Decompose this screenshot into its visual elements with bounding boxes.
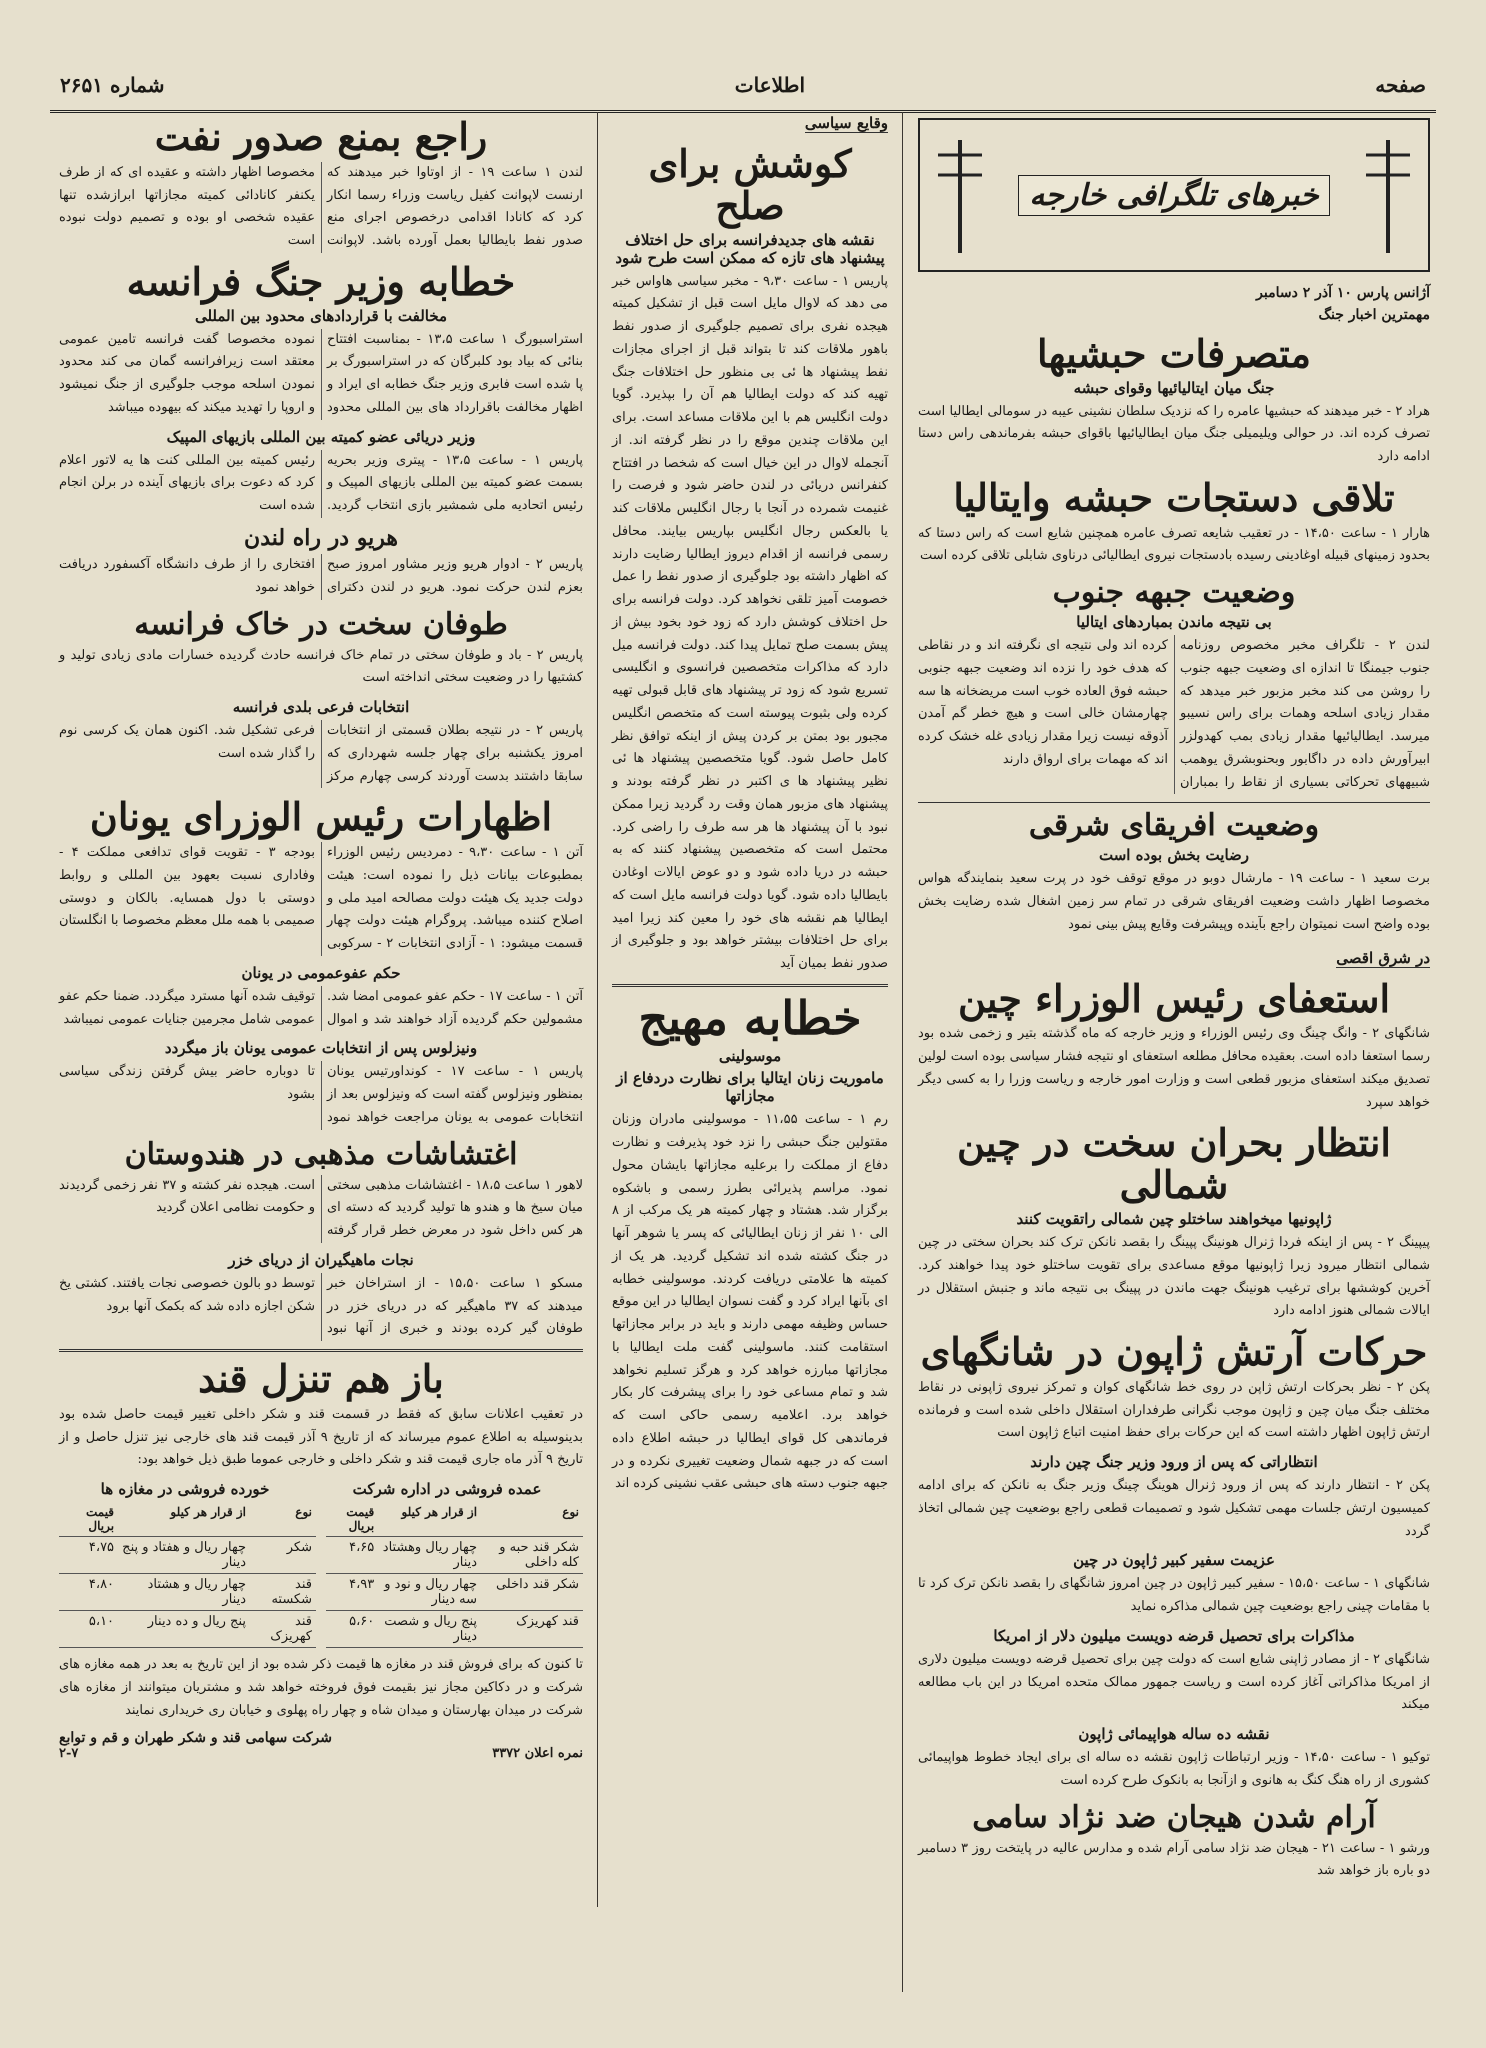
news-column-left — [51, 110, 591, 1905]
col-price: قیمت بریال — [59, 1502, 118, 1537]
table-row: شکر قند داخلی چهار ریال و نود و سه دینار ۴،۹۳ — [326, 1574, 583, 1611]
section-title: آرام شدن هیجان ضد نژاد سامی — [972, 1799, 1376, 1835]
col-per-kilo: از قرار هر کیلو — [378, 1502, 481, 1537]
section-title: استعفای رئیس الوزراء چین — [957, 975, 1391, 1021]
political-events-column — [604, 110, 896, 1990]
section-title: اظهارات رئیس الوزرای یونان — [89, 794, 553, 840]
col-type: نوع — [250, 1502, 316, 1537]
section-body: توکیو ۱ - ساعت ۱۴،۵۰ - وزیر ارتباطات ژاپون نقشه ده ساله ای برای ایجاد خطوط هواپیمائی کشوری از راه هنگ کنگ به هانوی و ازآنجا به بانکوک طرح کرده است — [918, 1750, 1431, 1788]
issue-number: شماره ۲۶۵۱ — [60, 73, 165, 97]
section-subtitle: عزیمت سفیر کبیر ژاپون در چین — [1073, 1551, 1275, 1570]
telegraph-pole-icon — [1358, 135, 1418, 255]
section-title: خطابه مهیج — [638, 990, 862, 1045]
section-body: هراد ۲ - خبر میدهند که حبشیها عامره را که نزدیک سلطان نشینی عیبه در سومالی ایطالیا است تصرف کرده اند. در حوالی ویلیمیلی جنگ میان ایطالیائیها باقوای حبشه بفرماندهی راس دستا ادامه دارد — [918, 403, 1431, 465]
top-news-line: مهمترین اخبار جنگ — [1318, 307, 1430, 324]
speaker-name: موسولینی — [718, 1047, 782, 1066]
column-rule-2 — [597, 112, 598, 1907]
section-title: حرکات آرتش ژاپون در شانگهای — [920, 1329, 1428, 1375]
section-body: پاریس ۱ - ساعت ۱۷ - کونداورتیس یونان بمنظور ونیزلوس گفته است که ونیزلوس بعد از انتخابات عمومی به یونان مراجعت خواهد نمود تا دوباره حاضر بیش گرفتن زندگی سیاسی بشود — [59, 1064, 583, 1125]
section-body: برت سعید ۱ - ساعت ۱۹ - مارشال دوبو در موقع توقف خود در پرت سعید بنمایندگه هواس مخصوصا اظهار داشت وضعیت افریقای شرقی در تمام سر زمین اشغال شده رضایت بخش بوده واضح است نمیتوان راجع بآینده وپیشرفت وقایع پیش بینی نمود — [918, 871, 1430, 932]
section-subtitle: مذاکرات برای تحصیل قرضه دویست میلیون دلار از امریکا — [993, 1626, 1355, 1645]
political-events-tag: وقایع سیاسی — [804, 114, 888, 132]
section-body: پاریس ۲ - در نتیجه بطلان قسمتی از انتخابات امروز یکشنبه برای چهار جلسه شهرداری که سابقا داشتند بدست آوردند کرسی چهارم مرکز فرعی تشکیل شد. اکنون همان یک کرسی نوم را گذار شده است — [59, 723, 583, 784]
banner-title: خبرهای تلگرافی خارجه — [1018, 175, 1329, 216]
ad-code: ۲-۷ — [59, 1746, 79, 1762]
retail-label: خورده فروشی در مغازه ها — [100, 1480, 270, 1499]
wholesale-label: عمده فروشی در اداره شرکت — [352, 1480, 542, 1499]
ad-company: شرکت سهامی قند و شکر طهران و قم و توابع — [59, 1730, 332, 1747]
ad-body: در تعقیب اعلانات سابق که فقط در قسمت قند و شکر داخلی تغییر قیمت حاصل شده بود بدینوسیله به اطلاع عموم میرساند که از تاریخ ۹ آذر قیمت قند های خارجی نیز تنزل حاصل و از تاریخ ۹ آذر ماه جاری قیمت قند و شکر داخلی و خارجی عموما طبق ذیل خواهد بود: — [59, 1406, 583, 1468]
section-body: شانگهای ۲ - وانگ چینگ وی رئیس الوزراء و وزیر خارجه که ماه گذشته بتیر و زخمی شده بود رسما استعفا داده است. بعقیده محافل مطلعه استعفای او نتیجه فشار سیاسی بوده است لولین تصدیق میکند استعفای مزبور قطعی است و وزارت امور خارجه و ریاست وزرا را به کسی دیگر خواهد سپرد — [918, 1026, 1430, 1110]
section-subtitle: بی نتیجه ماندن بمباردهای ایتالیا — [1076, 613, 1272, 632]
section-body: شانگهای ۲ - از مصادر ژاپنی شایع است که دولت چین برای تحصیل قرضه دویست میلیون دلاری از امریکا مذاکراتی آغاز کرده است و ریاست جمهور ممالک متحده امریکا در این باب مطالعه میکند — [918, 1651, 1430, 1713]
table-row: قند کهریزک پنج ریال و ده دینار ۵،۱۰ — [59, 1611, 316, 1648]
retail-table — [59, 1502, 316, 1648]
section-body: پاریس ۱ - ساعت ۹،۳۰ - مخبر سیاسی هاواس خبر می دهد که لاوال مایل است قبل از تشکیل کمیته هیجده نفری برای تصمیم جلوگیری از صدور نفط باهور ملاقات کند تا بتواند قبل از اجرای مجازات نفط پیشنهاد ها ئی بی منظور حل اختلافات جنگ تهیه کند که دولت ایطالیا هم آن را بپذیرد. گویا دولت انگلیس هم با این ملاقات مساعد است. برای این ملاقات چندین موقع را در نظر گرفته اند. از آنجمله لاوال در این خیال است که شخصا در افتتاح کنفرانس دریائی در لندن حاضر شود و فرصت را غنیمت شمرده در آنجا با رجال انگلیس ملاقات کند یا بالعکس رجال انگلیس بپاریس بیایند. محافل رسمی فرانسه از اقدام دیروز ایطالیا رضایت دارند که اظهار داشته بود جلوگیری از صدور نفط را عمل خصومت آمیز تلقی نخواهد کرد. دولت فرانسه برای حل اختلاف کوشش دارد که زود خود بخود بیش از پیش بسمت صلح تمایل پیدا کند. دولت فرانسه میل دارد که مذاکرات متخصصین فرانسوی و انگلیسی تسریع شود که زود تر پیشنهاد های قابل قبولی تهیه کرده ولی بثبوت پیوسته است که متخصص انگلیس مجبور بود بمتن بر کردن پیش از اینکه توافق نظر کامل حاصل شود. گویا متخصصین پیشنهاد ها ئی نظیر پیشنهاد ها ی اکتبر در نظر گرفته بودند و پیشنهاد های مزبور همان وقت رد گردید زیرا ممکن نبود با آن پیشنهاد ها هر سه طرف را راضی کرد. محتمل است که متخصصین پیشنهاد کنند که به حبشه در دریا داده شود و دو عوض ایالات اوغادن بایطالیا داده شود. گویا دولت فرانسه مایل است که ایطالیا هم نقشه های خود را معین کند زیرا امید برای حل اختلافات بیشتر خواهد بود و جلوگیری از صدور نفط بمیان آید — [612, 273, 888, 972]
section-body: لاهور ۱ ساعت ۱۸،۵ - اغتشاشات مذهبی سختی میان سیخ ها و هندو ها تولید گردید که دسته ای هر کس داخل شود در معرض خطر قرار گرفته است. هیجده نفر کشته و ۳۷ نفر زخمی گردیدند و حکومت نظامی اعلان گردید — [59, 1177, 583, 1239]
section-subtitle: جنگ میان ایتالیائیها وقوای حبشه — [1073, 378, 1275, 397]
table-row: قند کهریزک پنج ریال و شصت دینار ۵،۶۰ — [326, 1611, 583, 1648]
section-subtitle: انتظاراتی که پس از ورود وزیر جنگ چین دارند — [1030, 1453, 1318, 1472]
section-body: پاریس ۲ - ادوار هریو وزیر مشاور امروز صبح بعزم لندن حرکت نمود. هریو در لندن دکترای افتخاری را از طرف دانشگاه آکسفورد دریافت خواهد نمود — [59, 557, 583, 595]
section-title: متصرفات حبشیها — [1037, 330, 1311, 376]
column-rule-1 — [902, 112, 903, 1992]
agency-line: آژانس پارس ۱۰ آذر ۲ دسامبر — [1256, 285, 1430, 301]
sugar-price-ad — [59, 1358, 583, 1761]
section-subtitle: مخالفت با قراردادهای محدود بین المللی — [194, 306, 448, 325]
section-body: مسکو ۱ ساعت ۱۵،۵۰ - از استراخان خبر میدهند که ۳۷ ماهیگیر که در دریای خزر در طوفان گیر کرده بودند و خبری از آنها نبود توسط دو بالون خصوصی نجات یافتند. کشتی یخ شکن اجازه داده شد که بکمک آنها برود — [59, 1275, 584, 1337]
section-title: کوشش برای صلح — [648, 141, 852, 228]
foreign-telegrams-column — [910, 110, 1438, 1990]
table-row: شکر قند حبه و کله داخلی چهار ریال وهشتاد دینار ۴،۶۵ — [326, 1537, 583, 1574]
section-title: تلاقی دستجات حبشه وایتالیا — [953, 474, 1395, 520]
section-title: خطابه وزیر جنگ فرانسه — [126, 258, 516, 304]
section-body: رم ۱ - ساعت ۱۱،۵۵ - موسولینی مادران وزنان مقتولین جنگ حبشی را نزد خود پذیرفت و نظارت دفاع از مملکت را برعلیه مجازاتها بایشان محول نمود. مراسم پذیرائی بطرز رسمی و باشکوه برگزار شد. هشتاد و چهار کمیته هر یک مرکب از ۸ الی ۱۰ نفر از زنان ایطالیائی که پسر یا شوهر آنها در جنگ کشته شده اند تشکیل گردید. هر یک از کمیته ها علامتی دریافت کردند. موسولینی خطابه ای بآنها ایراد کرد و گفت نسوان ایطالیا در این موقع حساس وظیفه مهمی دارند و باید در برابر مجازاتها استقامت کنند. ماسولینی گفت ملت ایطالیا با مجازاتها مبارزه خواهد کرد و هرگز تسلیم نخواهد شد و تمام مساعی خود را برای پیشرفت کار بکار خواهد برد. اعلامیه رسمی حاکی است که فرماندهی کل قوای ایطالیا در حبشه اطلاع داده است که در جبهه شمال وضعیت تغییری نکرده و در جبهه جنوب دسته های حبشی عقب نشینی کرده اند — [612, 1112, 889, 1492]
section-subtitle: ماموریت زنان ایتالیا برای نظارت دردفاع از مجازاتها — [616, 1069, 884, 1106]
table-row: شکر چهار ریال و هفتاد و پنج دینار ۴،۷۵ — [59, 1537, 316, 1574]
page-label: صفحه — [1375, 73, 1426, 97]
section-subtitle: رضایت بخش بوده است — [1098, 846, 1250, 865]
section-body: آتن ۱ - ساعت ۹،۳۰ - دمردیس رئیس الوزراء بمطبوعات بیانات ذیل را نموده است: هیئت دولت جدید یک هیئت دولت مصالحه امید ملی و اصلاح کننده میباشد. پروگرام هیئت دولت چهار قسمت میشود: ۱ - آزادی انتخابات ۲ - سرکوبی بودجه ۳ - تقویت قوای تدافعی مملکت ۴ - وفاداری نسبت بعهود بین المللی و روابط دوستی با دول همسایه. بالکان و دوستی صمیمی با همه ملل معظم مخصوصا با انگلستان — [58, 845, 583, 952]
section-body: شانگهای ۱ - ساعت ۱۵،۵۰ - سفیر کبیر ژاپون در چین امروز شانگهای را بقصد نانکن ترک کرد تا با مقامات چینی راجع بوضعیت چین شمالی مذاکره نماید — [918, 1576, 1430, 1615]
section-title: وضعیت افریقای شرقی — [1028, 808, 1320, 844]
section-body: پاریس ۲ - باد و طوفان سختی در تمام خاک فرانسه حادث گردیده خسارات مادی زیادی تولید و کشتیها را در وضعیت سختی انداخته است — [59, 647, 583, 686]
masthead — [50, 60, 1436, 113]
section-subtitle: ژاپونیها میخواهند ساختلو چین شمالی راتقویت کنند — [1016, 1210, 1332, 1229]
section-subtitle: حکم عفوعمومی در یونان — [241, 963, 401, 982]
section-body: لندن ۲ - تلگراف مخبر مخصوص روزنامه جنوب جیمنگا تا اندازه ای وضعیت جبهه جنوب را روشن می کند مخبر مزبور خبر میدهد که مقدار زیادی اسلحه وهمات برای راس نسیبو میرسد. ایطالیائیها مقدار زیادی بمب کهدولزر ابیرآورش داده در داگابور وبحنوبشرق یوهمب شبیههای تحرکاتی بسیاری از نقاط را بمباران کرده اند ولی نتیجه ای نگرفته اند و در نقاطی که هدف خود را نزده اند وضعیت جبهه جنوبی حبشه فوق العاده خوب است مریضخانه ها سه چهارمشان خالی است و هیچ خطر گم آمدن آذوقه نیست زیرا مقدار زیادی غله خشک کرده اند که مهمات برای ارواق دارند — [918, 638, 1431, 790]
ad-note: تا کنون که برای فروش قند در مغازه ها قیمت ذکر شده بود از این تاریخ به بعد در همه مغازه های شرکت و در دکاکین مجاز نیز بقیمت فوق فروخته خواهد شد و مشتریان میتوانند از مغازه های شرکت در میدان بهارستان و میدان شاه و چهار راه پهلوی و خیابان ری خریداری نمایند — [59, 1657, 583, 1718]
section-title: انتظار بحران سخت در چین شمالی — [957, 1120, 1391, 1208]
section-subtitle: نقشه ده ساله هواپیمائی ژاپون — [1078, 1725, 1270, 1744]
section-subtitle: انتخابات فرعی بلدی فرانسه — [232, 698, 410, 717]
section-body: پکن ۲ - انتظار دارند که پس از ورود ژنرال هوینگ چینگ وزیر جنگ به نانکن که برای ادامه کمیسیون ارتش جلسات مهمی تشکیل شود و تصمیمات قطعی راجع بوضعیت چین شمالی اتخاذ گردد — [918, 1478, 1431, 1539]
ad-title: باز هم تنزل قند — [198, 1356, 444, 1402]
paper-name: اطلاعات — [734, 73, 806, 97]
section-subtitle: نجات ماهیگیران از دریای خزر — [228, 1250, 414, 1269]
section-title: طوفان سخت در خاک فرانسه — [134, 606, 508, 642]
col-per-kilo: از قرار هر کیلو — [118, 1502, 250, 1537]
col-type: نوع — [481, 1502, 583, 1537]
section-body: هارار ۱ - ساعت ۱۴،۵۰ - در تعقیب شایعه تصرف عامره همچنین شایع است که راس دستا که بحدود زمینهای قبیله اوغادینی رسیده بادستجات نیروی ایطالیائی درناوی شابلی تلاقی کرده است — [918, 525, 1431, 564]
foreign-telegrams-banner — [918, 118, 1430, 272]
section-title: راجع بمنع صدور نفت — [154, 114, 488, 159]
section-body: پیپینگ ۲ - پس از اینکه فردا ژنرال هونینگ پپینگ را بقصد نانکن ترک کند بحران سختی در چین شمالی انتظار میرود زیرا ژاپونیها موقع مساعدی برای تقویت ساختلو خود پیدا خواهند کرد. آخرین کوششها برای ترغیب هونینگ جهت ماندن در پپینگ بی نتیجه ماند و جنبش استقلال در ایالات شمالی هنوز ادامه دارد — [918, 1235, 1430, 1319]
far-east-tag: در شرق اقصی — [1336, 948, 1430, 967]
table-row: قند شکسته چهار ریال و هشتاد دینار ۴،۸۰ — [59, 1574, 316, 1611]
section-subtitle: ونیزلوس پس از انتخابات عمومی یونان باز میگردد — [164, 1039, 478, 1058]
section-body: ورشو ۱ - ساعت ۲۱ - هیجان ضد نژاد سامی آرام شده و مدارس عالیه در پایتخت روز ۳ دسامبر دو باره باز خواهد شد — [918, 1840, 1431, 1879]
section-title: هریو در راه لندن — [244, 524, 398, 551]
section-body: آتن ۱ - ساعت ۱۷ - حکم عفو عمومی امضا شد. مشمولین حکم گردیده آزاد خواهند شد و اموال توقیف شده آنها مسترد میگردد. ضمنا حکم عفو عمومی شامل مجرمین جنایات عمومی نمیباشد — [59, 988, 583, 1027]
telegraph-pole-icon — [930, 135, 990, 255]
section-body: لندن ۱ ساعت ۱۹ - از اوتاوا خبر میدهند که ارنست لاپوانت کفیل ریاست وزراء رسما انکار کرد که کانادا اقدامی درخصوص اجرای منع صدور نفط بایطالیا بعمل آورده باشد. لاپوانت مخصوصا اظهار داشته و عقیده ای که از طرف یکنفر کانادائی کمیته مجازاتها ابرازشده تنها عقیده شخصی او بوده و تصمیم دولت نبوده است — [59, 164, 583, 249]
section-subtitle: وزیر دریائی عضو کمیته بین المللی بازیهای المپیک — [166, 427, 476, 446]
section-title: اغتشاشات مذهبی در هندوستان — [124, 1136, 518, 1172]
section-body: پاریس ۱ - ساعت ۱۳،۵ - پیتری وزیر بحریه بسمت عضو کمیته بین المللی بازیهای المپیک و رئیس اتحادیه ملی شمشیر بازی انتخاب گردید. رئیس کمیته بین المللی کنت ها یه لاتور اعلام کرد که دعوت برای بازیهای آینده در برلن انجام شده است — [59, 452, 583, 514]
ad-number: نمره اعلان ۳۳۷۲ — [492, 1746, 583, 1762]
section-subtitle: نقشه های جدیدفرانسه برای حل اختلاف پیشنهاد های تازه که ممکن است طرح شود — [615, 230, 885, 267]
wholesale-table — [326, 1502, 583, 1648]
section-title: وضعیت جبهه جنوب — [1052, 575, 1296, 611]
section-body: استراسبورگ ۱ ساعت ۱۳،۵ - بمناسبت افتتاح بنائی که بیاد بود کلبرگان که در استراسبورگ بر پا شده است فابری وزیر جنگ خطابه ای ایراد و اظهار مخالفت باقرارداد های بین المللی محدود نموده مخصوصا گفت فرانسه تامین عمومی معتقد است زیرافرانسه گمان می کند محدود نمودن اسلحه موجب جلوگیری از جنگ نمیشود و اروپا را تهدید میکند که بیهوده میباشد — [59, 331, 583, 415]
section-body: پکن ۲ - نظر بحرکات ارتش ژاپن در روی خط شانگهای کوان و تمرکز نیروی ژاپونی در نقاط مختلف جنگ میان چین و ژاپون موجب نگرانی طرفداران استقلال داخلی شده است و فرمانده ارتش ژاپون اظهار داشته است که این حرکات برای حفظ امنیت اتباع ژاپون است — [918, 1379, 1430, 1441]
col-price: قیمت بریال — [326, 1502, 378, 1537]
